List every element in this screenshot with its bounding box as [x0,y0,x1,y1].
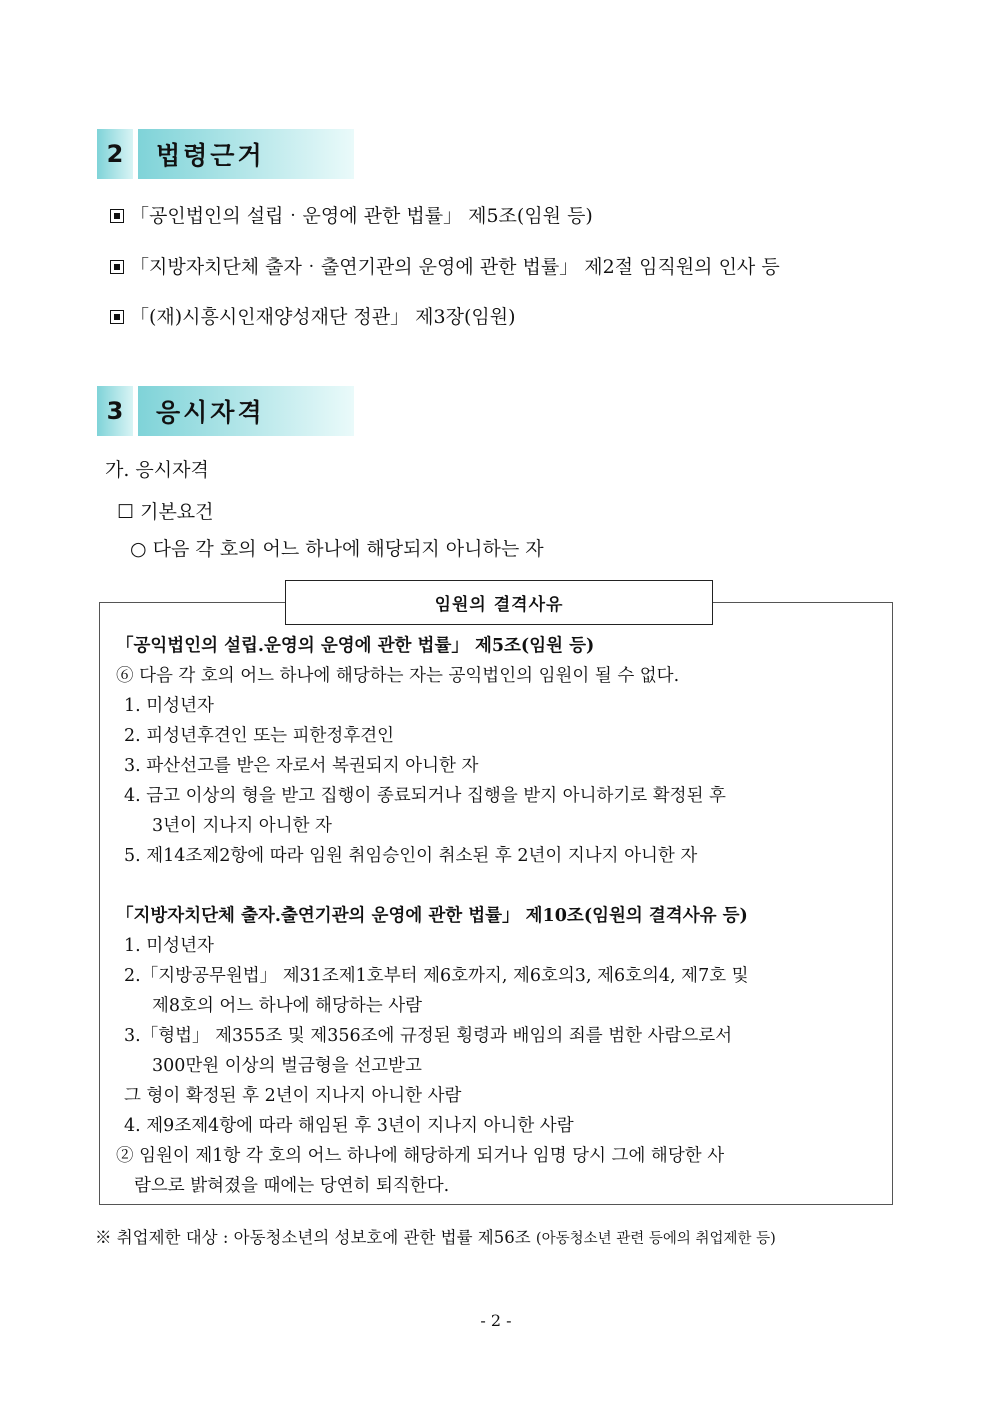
section-2-header [97,129,354,179]
filled-square-icon [110,310,124,324]
section-title: 응시자격 [138,386,354,436]
law2-item: 4. 제9조제4항에 따라 해임된 후 3년이 지나지 아니한 사람 [124,1116,574,1136]
section-3-header [97,386,354,436]
law2-clause-continued: 람으로 밝혀졌을 때에는 당연히 퇴직한다. [134,1176,450,1196]
law2-item-continued: 제8호의 어느 하나에 해당하는 사람 [152,996,423,1016]
law1-item: 1. 미성년자 [124,696,214,716]
law1-intro: ⑥ 다음 각 호의 어느 하나에 해당하는 자는 공익법인의 임원이 될 수 없다. [116,666,680,686]
law-reference-1: 「공인법인의 설립‧운영에 관한 법률」 제5조(임원 등) [110,201,593,228]
law1-item: 2. 피성년후견인 또는 피한정후견인 [124,726,395,746]
law2-title: 「지방자치단체 출자․출연기관의 운영에 관한 법률」 제10조(임원의 결격사유 등) [116,906,748,926]
section-title: 법령근거 [138,129,354,179]
law1-item: 4. 금고 이상의 형을 받고 집행이 종료되거나 집행을 받지 아니하기로 확정된 후 [124,786,726,806]
checkbox-icon: ☐ [117,501,135,523]
page-number: - 2 - [480,1311,512,1330]
section-number: 2 [97,129,133,179]
requirement-item: ○ 다음 각 호의 어느 하나에 해당되지 아니하는 자 [130,538,544,560]
law1-item: 3. 파산선고를 받은 자로서 복권되지 아니한 자 [124,756,479,776]
law2-item-continued: 그 형이 확정된 후 2년이 지나지 아니한 사람 [124,1086,462,1106]
section-number: 3 [97,386,133,436]
employment-restriction-note: ※ 취업제한 대상 : 아동청소년의 성보호에 관한 법률 제56조 (아동청소년 관련 등에의 취업제한 등) [95,1228,776,1247]
law2-item: 2.「지방공무원법」 제31조제1호부터 제6호까지, 제6호의3, 제6호의4, 제7호 및 [124,966,749,986]
law2-item-continued: 300만원 이상의 벌금형을 선고받고 [152,1056,422,1076]
law2-clause: ② 임원이 제1항 각 호의 어느 하나에 해당하게 되거나 임명 당시 그에 해당한 사 [116,1146,725,1166]
law1-title: 「공익법인의 설립․운영의 운영에 관한 법률」 제5조(임원 등) [116,636,595,656]
law-reference-3: 「(재)시흥시인재양성재단 정관」 제3장(임원) [110,302,515,329]
law1-item-continued: 3년이 지나지 아니한 자 [152,816,332,836]
box-title: 임원의 결격사유 [285,580,713,625]
filled-square-icon [110,209,124,223]
law-reference-2: 「지방자치단체 출자‧출연기관의 운영에 관한 법률」 제2절 임직원의 인사 등 [110,252,780,279]
law2-item: 1. 미성년자 [124,936,214,956]
law2-item: 3.「형법」 제355조 및 제356조에 규정된 횡령과 배임의 죄를 범한 사람으로서 [124,1026,733,1046]
sub-heading: 가. 응시자격 [105,459,209,481]
law1-item: 5. 제14조제2항에 따라 임원 취임승인이 취소된 후 2년이 지나지 아니한 자 [124,846,698,866]
basic-requirement: ☐ 기본요건 [117,501,214,523]
filled-square-icon [110,260,124,274]
